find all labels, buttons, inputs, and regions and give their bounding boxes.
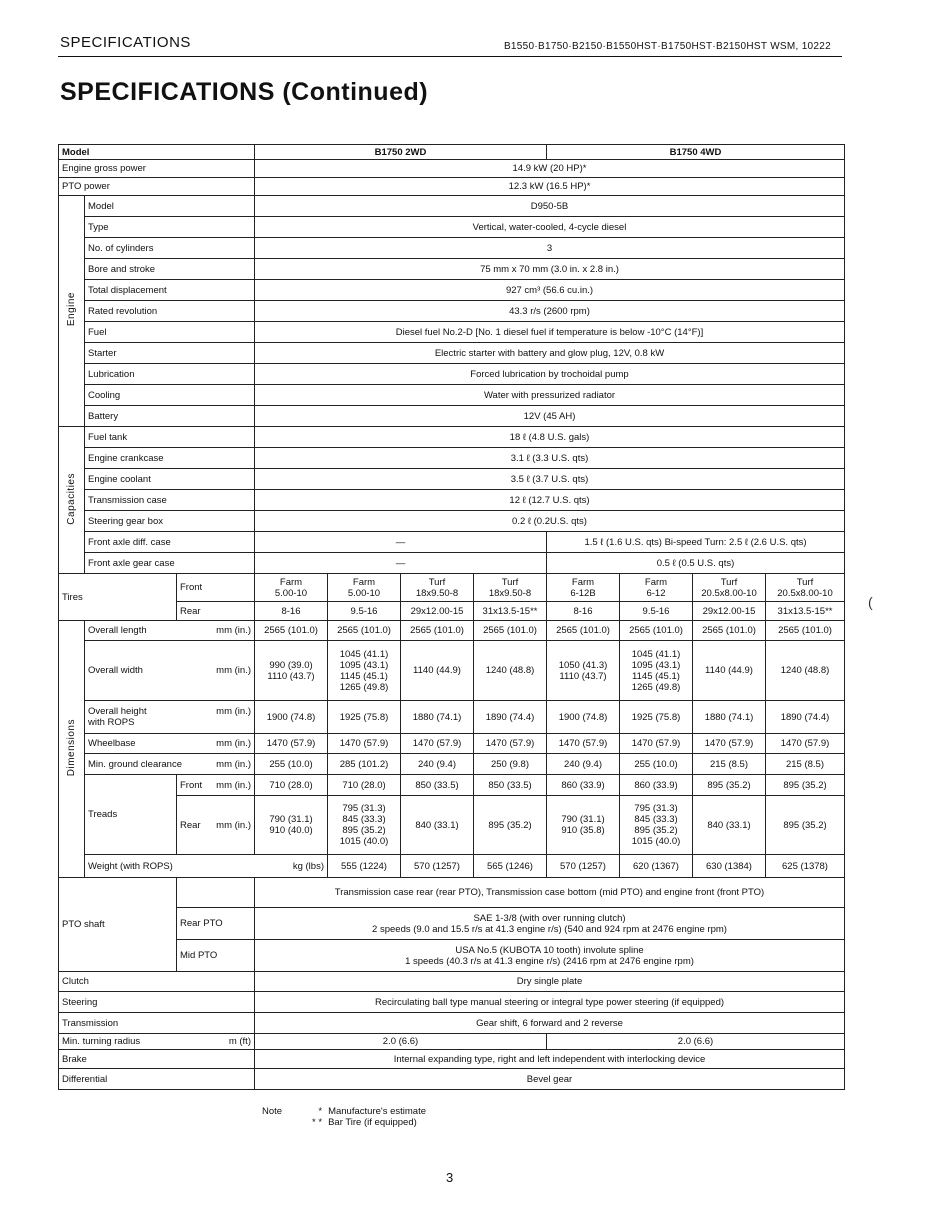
tire-front-cell — [693, 574, 766, 602]
overall-length-value: 2565 (101.0) — [620, 621, 693, 641]
tread-rear-cell — [401, 796, 474, 855]
rear-pto-row — [59, 908, 845, 940]
unit-label: mm (in.) — [216, 706, 251, 717]
table-row — [59, 1013, 845, 1034]
wheelbase-value: 1470 (57.9) — [693, 734, 766, 754]
overall-height-value: 1880 (74.1) — [693, 701, 766, 734]
tire-rear-cell: 9.5-16 — [620, 602, 693, 621]
wheelbase-value: 1470 (57.9) — [474, 734, 547, 754]
table-row — [59, 511, 845, 532]
table-row — [59, 553, 845, 574]
overall-height-value: 1900 (74.8) — [547, 701, 620, 734]
ground-clearance-row — [59, 754, 845, 775]
overall-length-value: 2565 (101.0) — [401, 621, 474, 641]
pto-power-label: PTO power — [59, 178, 255, 196]
ground-clearance-label: Min. ground clearance — [88, 758, 182, 770]
width-value: 1045 (41.1) — [631, 648, 681, 660]
model-row — [59, 145, 845, 160]
tire-rear-cell: 29x12.00-15 — [401, 602, 474, 621]
tread-front-value: 895 (35.2) — [766, 775, 845, 796]
overall-height-value: 1890 (74.4) — [766, 701, 845, 734]
page-number: 3 — [446, 1170, 454, 1185]
width-value: 1045 (41.1) — [339, 648, 389, 660]
tread-front-value: 850 (33.5) — [474, 775, 547, 796]
steering-value: Recirculating ball type manual steering or integral type power steering (if equipped) — [255, 992, 845, 1013]
table-row — [59, 280, 845, 301]
tire-type: Turf — [796, 576, 814, 588]
overall-length-label: Overall length — [88, 625, 147, 636]
overall-length-value: 2565 (101.0) — [255, 621, 328, 641]
tire-rear-cell: 9.5-16 — [328, 602, 401, 621]
table-row — [59, 469, 845, 490]
footnote — [262, 1106, 426, 1128]
width-value: 1140 (44.9) — [705, 665, 753, 676]
overall-height-value: 1890 (74.4) — [474, 701, 547, 734]
models-header: B1550·B1750·B2150·B1550HST·B1750HST·B2150HST WSM, 10222 — [503, 41, 831, 52]
engine-spec-label: Cooling — [85, 385, 255, 406]
engine-spec-value: Vertical, water-cooled, 4-cycle diesel — [255, 217, 845, 238]
overall-length-value: 2565 (101.0) — [474, 621, 547, 641]
engine-spec-label: Total displacement — [85, 280, 255, 301]
tread-value: 1015 (40.0) — [339, 836, 389, 847]
overall-width-row — [59, 641, 845, 701]
front-axle-diff-2wd: — — [255, 532, 547, 553]
engine-spec-value: 75 mm x 70 mm (3.0 in. x 2.8 in.) — [255, 259, 845, 280]
weight-value: 620 (1367) — [620, 855, 693, 878]
tires-label: Tires — [59, 574, 177, 621]
clutch-label: Clutch — [59, 972, 255, 992]
engine-spec-value: Forced lubrication by trochoidal pump — [255, 364, 845, 385]
unit-label: mm (in.) — [216, 819, 251, 831]
overall-width-cell — [474, 641, 547, 701]
tread-rear-cell — [766, 796, 845, 855]
engine-spec-label: Type — [85, 217, 255, 238]
unit-label: mm (in.) — [216, 738, 251, 749]
overall-width-cell — [401, 641, 474, 701]
tread-front-value: 860 (33.9) — [547, 775, 620, 796]
engine-spec-value: 3 — [255, 238, 845, 259]
capacity-label: Steering gear box — [85, 511, 255, 532]
table-row — [59, 259, 845, 280]
engine-spec-label: Rated revolution — [85, 301, 255, 322]
wheelbase-value: 1470 (57.9) — [620, 734, 693, 754]
table-row — [59, 322, 845, 343]
engine-gross-power-value: 14.9 kW (20 HP)* — [255, 160, 845, 178]
tread-value: 895 (35.2) — [488, 819, 532, 831]
wheelbase-label: Wheelbase — [88, 738, 136, 749]
wheelbase-value: 1470 (57.9) — [401, 734, 474, 754]
tire-front-cell — [328, 574, 401, 602]
ground-clearance-value: 250 (9.8) — [474, 754, 547, 775]
table-row — [59, 217, 845, 238]
table-row — [59, 448, 845, 469]
rear-pto-line: 2 speeds (9.0 and 15.5 r/s at 41.3 engine r/s) (540 and 924 rpm at 2476 engine rpm) — [372, 923, 727, 935]
section-header: SPECIFICATIONS — [60, 34, 191, 51]
engine-spec-value: Diesel fuel No.2-D [No. 1 diesel fuel if temperature is below -10°C (14°F)] — [255, 322, 845, 343]
weight-value: 555 (1224) — [328, 855, 401, 878]
table-row — [59, 238, 845, 259]
table-row — [59, 427, 845, 448]
steering-label: Steering — [59, 992, 255, 1013]
ground-clearance-value: 255 (10.0) — [255, 754, 328, 775]
tire-rear-cell: 31x13.5-15** — [766, 602, 845, 621]
overall-width-cell — [620, 641, 693, 701]
capacities-group-cell — [59, 427, 85, 574]
specifications-table — [58, 144, 845, 1090]
tire-type: Farm — [279, 576, 303, 588]
treads-front-label-cell — [177, 775, 255, 796]
tire-front-cell — [547, 574, 620, 602]
unit-label: m (ft) — [228, 1036, 251, 1047]
tread-rear-cell — [547, 796, 620, 855]
overall-width-cell — [693, 641, 766, 701]
tire-size: 5.00-10 — [274, 587, 308, 599]
rear-pto-line: SAE 1-3/8 (with over running clutch) — [473, 912, 626, 924]
table-row — [59, 364, 845, 385]
width-value: 1110 (43.7) — [559, 670, 607, 682]
pto-blank-cell — [177, 878, 255, 908]
engine-spec-label: Starter — [85, 343, 255, 364]
ground-clearance-value: 255 (10.0) — [620, 754, 693, 775]
overall-length-value: 2565 (101.0) — [766, 621, 845, 641]
note-mark: * — [318, 1106, 323, 1117]
engine-spec-value: Electric starter with battery and glow plug, 12V, 0.8 kW — [255, 343, 845, 364]
capacity-value: 3.5 ℓ (3.7 U.S. qts) — [255, 469, 845, 490]
margin-punch-mark: ( — [868, 594, 873, 610]
model-label: Model — [59, 145, 255, 160]
brake-value: Internal expanding type, right and left independent with interlocking device — [255, 1050, 845, 1069]
weight-value: 570 (1257) — [401, 855, 474, 878]
rear-pto-cell — [255, 908, 845, 940]
weight-value: 630 (1384) — [693, 855, 766, 878]
engine-spec-value: Water with pressurized radiator — [255, 385, 845, 406]
tire-type: Farm — [571, 576, 595, 588]
tread-value: 845 (33.3) — [634, 814, 678, 825]
turning-radius-4wd: 2.0 (6.6) — [547, 1034, 845, 1050]
overall-height-value: 1900 (74.8) — [255, 701, 328, 734]
ground-clearance-value: 285 (101.2) — [328, 754, 401, 775]
treads-rear-row — [59, 796, 845, 855]
tread-front-value: 895 (35.2) — [693, 775, 766, 796]
overall-width-cell — [547, 641, 620, 701]
table-row — [59, 532, 845, 553]
unit-label: mm (in.) — [216, 625, 251, 636]
table-row — [59, 343, 845, 364]
overall-width-label-cell — [85, 641, 255, 701]
wheelbase-value: 1470 (57.9) — [255, 734, 328, 754]
pto-location-row — [59, 878, 845, 908]
width-value: 1095 (43.1) — [339, 659, 389, 671]
treads-label: Treads — [85, 775, 177, 855]
table-row — [59, 490, 845, 511]
overall-width-cell — [328, 641, 401, 701]
tires-rear-row — [59, 602, 845, 621]
engine-group-cell — [59, 196, 85, 427]
weight-row — [59, 855, 845, 878]
differential-value: Bevel gear — [255, 1069, 845, 1090]
width-value: 1265 (49.8) — [631, 681, 681, 693]
treads-rear-label: Rear — [180, 819, 201, 831]
tire-type: Turf — [428, 576, 446, 588]
overall-width-cell — [766, 641, 845, 701]
tread-rear-cell — [620, 796, 693, 855]
clutch-value: Dry single plate — [255, 972, 845, 992]
treads-rear-label-cell — [177, 796, 255, 855]
overall-height-label-cell — [85, 701, 255, 734]
tire-type: Farm — [644, 576, 668, 588]
width-value: 1145 (45.1) — [340, 670, 388, 682]
mid-pto-row — [59, 940, 845, 972]
turning-radius-row — [59, 1034, 845, 1050]
width-value: 1240 (48.8) — [485, 665, 535, 676]
width-value: 1140 (44.9) — [413, 665, 461, 676]
treads-front-label: Front — [180, 779, 203, 791]
tread-rear-cell — [255, 796, 328, 855]
overall-height-label: Overall height — [88, 706, 147, 717]
engine-spec-label: Model — [85, 196, 255, 217]
width-value: 1050 (41.3) — [558, 659, 608, 671]
tire-size: 5.00-10 — [347, 587, 381, 599]
tread-value: 895 (35.2) — [783, 819, 827, 831]
engine-spec-value: 12V (45 AH) — [255, 406, 845, 427]
unit-label: mm (in.) — [216, 779, 251, 791]
dimensions-group-label: Dimensions — [66, 718, 77, 777]
front-axle-diff-label: Front axle diff. case — [85, 532, 255, 553]
wheelbase-value: 1470 (57.9) — [547, 734, 620, 754]
table-row — [59, 1050, 845, 1069]
pto-power-value: 12.3 kW (16.5 HP)* — [255, 178, 845, 196]
ground-clearance-value: 215 (8.5) — [693, 754, 766, 775]
mid-pto-line: 1 speeds (40.3 r/s at 41.3 engine r/s) (2416 rpm at 2476 engine rpm) — [405, 955, 694, 967]
front-axle-diff-4wd: 1.5 ℓ (1.6 U.S. qts) Bi-speed Turn: 2.5 ℓ (2.6 U.S. qts) — [547, 532, 845, 553]
overall-height-value: 1925 (75.8) — [620, 701, 693, 734]
tread-rear-cell — [474, 796, 547, 855]
tire-rear-cell: 29x12.00-15 — [693, 602, 766, 621]
model-2wd: B1750 2WD — [255, 145, 547, 160]
capacity-label: Engine crankcase — [85, 448, 255, 469]
tread-value: 895 (35.2) — [342, 825, 386, 836]
unit-label: kg (lbs) — [292, 860, 324, 872]
weight-value: 570 (1257) — [547, 855, 620, 878]
wheelbase-value: 1470 (57.9) — [766, 734, 845, 754]
tire-front-cell — [766, 574, 845, 602]
tire-size: 18x9.50-8 — [488, 587, 532, 599]
note-marks — [282, 1106, 328, 1128]
width-value: 1265 (49.8) — [339, 681, 389, 693]
overall-length-value: 2565 (101.0) — [693, 621, 766, 641]
tread-value: 845 (33.3) — [342, 814, 386, 825]
tire-size: 6-12B — [570, 587, 596, 599]
tire-size: 20.5x8.00-10 — [777, 587, 833, 599]
front-axle-gear-2wd: — — [255, 553, 547, 574]
overall-length-value: 2565 (101.0) — [547, 621, 620, 641]
capacity-label: Engine coolant — [85, 469, 255, 490]
table-row — [59, 972, 845, 992]
capacity-label: Transmission case — [85, 490, 255, 511]
tire-front-cell — [474, 574, 547, 602]
overall-height-label-2: with ROPS — [88, 717, 135, 728]
transmission-value: Gear shift, 6 forward and 2 reverse — [255, 1013, 845, 1034]
width-value: 1095 (43.1) — [631, 659, 681, 671]
engine-gross-power-label: Engine gross power — [59, 160, 255, 178]
tread-value: 790 (31.1) — [561, 814, 605, 825]
pto-shaft-label: PTO shaft — [59, 878, 177, 972]
turning-radius-label-cell — [59, 1034, 255, 1050]
unit-label: mm (in.) — [216, 758, 251, 770]
tread-front-value: 860 (33.9) — [620, 775, 693, 796]
wheelbase-row — [59, 734, 845, 754]
treads-front-row — [59, 775, 845, 796]
unit-label: mm (in.) — [216, 665, 251, 676]
page-title: SPECIFICATIONS (Continued) — [60, 78, 429, 106]
capacity-value: 18 ℓ (4.8 U.S. gals) — [255, 427, 845, 448]
capacity-value: 0.2 ℓ (0.2U.S. qts) — [255, 511, 845, 532]
engine-spec-label: Lubrication — [85, 364, 255, 385]
tire-type: Farm — [352, 576, 376, 588]
table-row — [59, 160, 845, 178]
overall-length-value: 2565 (101.0) — [328, 621, 401, 641]
wheelbase-value: 1470 (57.9) — [328, 734, 401, 754]
tread-value: 790 (31.1) — [269, 814, 313, 825]
engine-spec-label: Bore and stroke — [85, 259, 255, 280]
transmission-label: Transmission — [59, 1013, 255, 1034]
engine-spec-value: 927 cm³ (56.6 cu.in.) — [255, 280, 845, 301]
table-row — [59, 406, 845, 427]
overall-width-label: Overall width — [88, 665, 143, 676]
tires-front-row — [59, 574, 845, 602]
engine-spec-label: No. of cylinders — [85, 238, 255, 259]
turning-radius-2wd: 2.0 (6.6) — [255, 1034, 547, 1050]
tire-size: 20.5x8.00-10 — [701, 587, 757, 599]
tread-front-value: 850 (33.5) — [401, 775, 474, 796]
engine-spec-value: D950-5B — [255, 196, 845, 217]
engine-spec-label: Fuel — [85, 322, 255, 343]
tire-front-cell — [620, 574, 693, 602]
ground-clearance-value: 240 (9.4) — [401, 754, 474, 775]
pto-location-value: Transmission case rear (rear PTO), Transmission case bottom (mid PTO) and engine front (front PTO) — [255, 878, 845, 908]
rear-pto-label: Rear PTO — [177, 908, 255, 940]
table-row — [59, 196, 845, 217]
tread-value: 795 (31.3) — [342, 803, 386, 814]
tread-value: 795 (31.3) — [634, 803, 678, 814]
table-row — [59, 385, 845, 406]
tread-value: 840 (33.1) — [415, 819, 459, 831]
table-row — [59, 1069, 845, 1090]
tread-front-value: 710 (28.0) — [255, 775, 328, 796]
dimensions-group-cell — [59, 621, 85, 878]
weight-label: Weight (with ROPS) — [88, 860, 173, 872]
mid-pto-label: Mid PTO — [177, 940, 255, 972]
tire-front-cell — [255, 574, 328, 602]
weight-value: 625 (1378) — [766, 855, 845, 878]
tread-value: 910 (35.8) — [561, 825, 605, 836]
brake-label: Brake — [59, 1050, 255, 1069]
tread-value: 840 (33.1) — [707, 819, 751, 831]
ground-clearance-value: 240 (9.4) — [547, 754, 620, 775]
engine-spec-value: 43.3 r/s (2600 rpm) — [255, 301, 845, 322]
wheelbase-label-cell — [85, 734, 255, 754]
tire-rear-cell: 8-16 — [547, 602, 620, 621]
table-row — [59, 301, 845, 322]
tread-value: 1015 (40.0) — [631, 836, 681, 847]
capacities-group-label: Capacities — [66, 472, 77, 525]
overall-width-cell — [255, 641, 328, 701]
overall-height-row — [59, 701, 845, 734]
table-row — [59, 178, 845, 196]
ground-clearance-value: 215 (8.5) — [766, 754, 845, 775]
overall-length-label-cell — [85, 621, 255, 641]
tire-rear-cell: 8-16 — [255, 602, 328, 621]
capacity-value: 12 ℓ (12.7 U.S. qts) — [255, 490, 845, 511]
tread-value: 910 (40.0) — [269, 825, 313, 836]
tire-size: 6-12 — [646, 587, 666, 599]
overall-height-value: 1880 (74.1) — [401, 701, 474, 734]
weight-value: 565 (1246) — [474, 855, 547, 878]
width-value: 1110 (43.7) — [267, 670, 315, 682]
differential-label: Differential — [59, 1069, 255, 1090]
table-row — [59, 992, 845, 1013]
note-texts — [328, 1106, 426, 1128]
tire-type: Turf — [720, 576, 738, 588]
turning-radius-label: Min. turning radius — [62, 1036, 141, 1047]
capacity-value: 3.1 ℓ (3.3 U.S. qts) — [255, 448, 845, 469]
note-label: Note — [262, 1106, 283, 1117]
model-4wd: B1750 4WD — [547, 145, 845, 160]
width-value: 1240 (48.8) — [780, 665, 830, 676]
note-text: Bar Tire (if equipped) — [328, 1117, 417, 1128]
weight-label-cell — [85, 855, 328, 878]
overall-length-row — [59, 621, 845, 641]
tires-front-label: Front — [177, 574, 255, 602]
front-axle-gear-label: Front axle gear case — [85, 553, 255, 574]
tread-front-value: 710 (28.0) — [328, 775, 401, 796]
overall-height-value: 1925 (75.8) — [328, 701, 401, 734]
tire-type: Turf — [501, 576, 519, 588]
capacity-label: Fuel tank — [85, 427, 255, 448]
tread-rear-cell — [693, 796, 766, 855]
width-value: 1145 (45.1) — [632, 670, 680, 682]
tires-rear-label: Rear — [177, 602, 255, 621]
tire-front-cell — [401, 574, 474, 602]
ground-clearance-label-cell — [85, 754, 255, 775]
note-mark: * * — [312, 1117, 323, 1128]
front-axle-gear-4wd: 0.5 ℓ (0.5 U.S. qts) — [547, 553, 845, 574]
tread-rear-cell — [328, 796, 401, 855]
mid-pto-line: USA No.5 (KUBOTA 10 tooth) involute spline — [455, 944, 644, 956]
tire-size: 18x9.50-8 — [415, 587, 459, 599]
mid-pto-cell — [255, 940, 845, 972]
note-text: Manufacture's estimate — [328, 1106, 426, 1117]
header-rule — [58, 56, 842, 57]
width-value: 990 (39.0) — [269, 659, 313, 671]
engine-spec-label: Battery — [85, 406, 255, 427]
tire-rear-cell: 31x13.5-15** — [474, 602, 547, 621]
engine-group-label: Engine — [66, 292, 77, 327]
tread-value: 895 (35.2) — [634, 825, 678, 836]
